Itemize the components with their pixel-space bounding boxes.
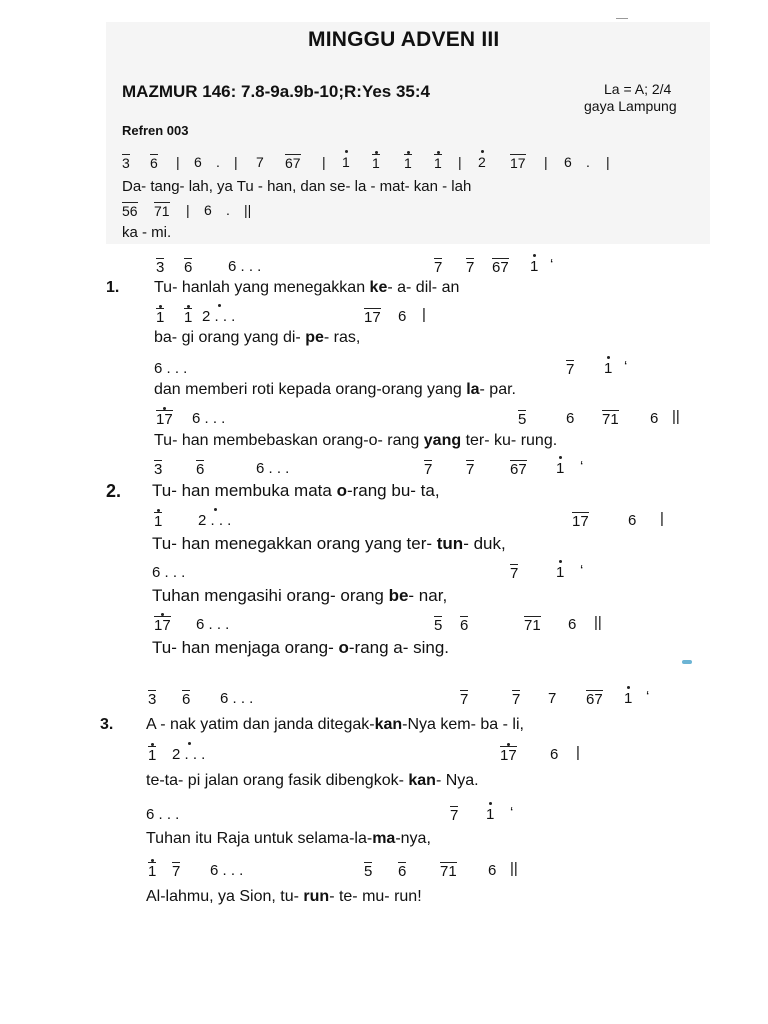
note: 6 bbox=[488, 862, 497, 879]
lyric-stress: o bbox=[338, 638, 349, 657]
verse1-lyric-4 bbox=[154, 432, 557, 450]
refrain-sheet bbox=[106, 22, 710, 244]
lyric-text: Tuhan mengasihi orang- orang bbox=[152, 586, 389, 605]
note: 1 bbox=[556, 564, 565, 581]
note: 1 bbox=[372, 155, 380, 171]
music-style: gaya Lampung bbox=[584, 98, 677, 114]
note: 17 bbox=[510, 155, 526, 171]
note: 5 bbox=[518, 411, 527, 428]
note: 1 bbox=[148, 747, 157, 764]
note: 7 bbox=[434, 259, 443, 276]
double-bar-line: || bbox=[510, 860, 518, 877]
note: 1 bbox=[530, 258, 539, 275]
note: 67 bbox=[510, 461, 527, 478]
note: 2 . . . bbox=[172, 746, 206, 763]
lyric-stress: kan bbox=[374, 716, 403, 733]
note: 1 bbox=[434, 155, 442, 171]
note: 7 bbox=[172, 863, 181, 880]
double-bar-line: || bbox=[244, 202, 252, 218]
lyric-text: A - nak yatim dan janda ditegak- bbox=[146, 716, 375, 733]
verse-number: 1. bbox=[106, 279, 120, 296]
note: 7 bbox=[424, 461, 433, 478]
lyric-text: Tu- hanlah yang menegakkan bbox=[154, 279, 370, 296]
note: 7 bbox=[256, 154, 264, 170]
key-signature: La = A; 2/4 bbox=[604, 81, 672, 97]
note: 1 bbox=[156, 309, 165, 326]
note: 6 . . . bbox=[220, 690, 254, 707]
note: 67 bbox=[586, 691, 603, 708]
note: 1 bbox=[556, 460, 565, 477]
note: 1 bbox=[184, 309, 193, 326]
note: 7 bbox=[460, 691, 469, 708]
verse3-lyric-1 bbox=[146, 716, 524, 734]
page-title: MINGGU ADVEN III bbox=[308, 28, 500, 51]
bar-line: | bbox=[458, 154, 462, 170]
note: 1 bbox=[154, 513, 163, 530]
note: 56 bbox=[122, 203, 138, 219]
note: 2 . . . bbox=[202, 308, 236, 325]
verse3-lyric-2 bbox=[146, 772, 479, 790]
bar-line: | bbox=[576, 744, 580, 761]
bar-line: | bbox=[186, 202, 190, 218]
lyric-text: Tuhan itu Raja untuk selama-la- bbox=[146, 830, 373, 847]
lyric-stress: ke bbox=[369, 279, 388, 296]
breath-mark: ‘ bbox=[580, 458, 584, 475]
lyric-text: - a- dil- an bbox=[387, 279, 460, 296]
lyric-text: -rang a- sing. bbox=[348, 638, 450, 657]
note: 7 bbox=[512, 691, 521, 708]
lyric-text: - ras, bbox=[323, 329, 361, 346]
lyric-text: te-ta- pi jalan orang fasik dibengkok- bbox=[146, 772, 409, 789]
note: 6 bbox=[184, 259, 193, 276]
note: 6 bbox=[550, 746, 559, 763]
note: 6 bbox=[460, 617, 469, 634]
note: 6 bbox=[204, 202, 212, 218]
lyric-stress: be bbox=[388, 586, 409, 605]
note: 6 . . . bbox=[154, 360, 188, 377]
verse2-lyric-1 bbox=[152, 481, 440, 501]
note-dot: . bbox=[586, 154, 590, 170]
breath-mark: ‘ bbox=[580, 562, 584, 579]
note: 2 . . . bbox=[198, 512, 232, 529]
bar-line: | bbox=[422, 306, 426, 323]
note: 6 bbox=[182, 691, 191, 708]
lyric-text: -nya, bbox=[395, 830, 431, 847]
note: 7 bbox=[466, 461, 475, 478]
breath-mark: ‘ bbox=[550, 256, 554, 273]
bar-line: | bbox=[322, 154, 326, 170]
lyric-stress: la bbox=[466, 381, 480, 398]
lyric-stress: ma bbox=[372, 830, 396, 847]
refrain-lyrics-2: ka - mi. bbox=[122, 224, 172, 241]
breath-mark: ‘ bbox=[510, 804, 514, 821]
note: 17 bbox=[500, 747, 517, 764]
verse3-lyric-4 bbox=[146, 888, 422, 906]
note: 6 bbox=[564, 154, 572, 170]
note: 7 bbox=[566, 361, 575, 378]
note: 1 bbox=[486, 806, 495, 823]
lyric-text: Tu- han menjaga orang- bbox=[152, 638, 339, 657]
note: 6 . . . bbox=[192, 410, 226, 427]
lyric-text: Tu- han menegakkan orang yang ter- bbox=[152, 534, 437, 553]
lyric-text: - Nya. bbox=[435, 772, 479, 789]
note: 6 bbox=[628, 512, 637, 529]
lyric-text: - nar, bbox=[408, 586, 448, 605]
lyric-stress: o bbox=[336, 481, 347, 500]
breath-mark: ‘ bbox=[646, 688, 650, 705]
note: 7 bbox=[450, 807, 459, 824]
note: 6 bbox=[568, 616, 577, 633]
note: 6 bbox=[398, 863, 407, 880]
note: 17 bbox=[364, 309, 381, 326]
note: 71 bbox=[440, 863, 457, 880]
verse2-lyric-2 bbox=[152, 534, 506, 554]
verse-number: 2. bbox=[106, 481, 122, 501]
note-dot: . bbox=[226, 202, 230, 218]
note: 71 bbox=[154, 203, 170, 219]
note: 6 bbox=[650, 410, 659, 427]
lyric-text: - te- mu- run! bbox=[329, 888, 422, 905]
note: 5 bbox=[434, 617, 443, 634]
note: 3 bbox=[156, 259, 165, 276]
note: 17 bbox=[572, 513, 589, 530]
note: 5 bbox=[364, 863, 373, 880]
note: 71 bbox=[602, 411, 619, 428]
refrain-lyrics-1: Da- tang- lah, ya Tu - han, dan se- la - mat- kan - lah bbox=[122, 178, 472, 195]
verse3-lyric-3 bbox=[146, 830, 431, 848]
note: 7 bbox=[548, 690, 557, 707]
lyric-text: Tu- han membuka mata bbox=[152, 481, 337, 500]
lyric-text: dan memberi roti kepada orang-orang yang bbox=[154, 381, 467, 398]
refrain-label: Refren 003 bbox=[122, 123, 189, 138]
scan-mark bbox=[616, 18, 628, 23]
verse1-lyric-2 bbox=[154, 329, 360, 347]
lyric-text: ba- gi orang yang di- bbox=[154, 329, 306, 346]
lyric-text: - par. bbox=[479, 381, 516, 398]
bar-line: | bbox=[606, 154, 610, 170]
note: 6 . . . bbox=[228, 258, 262, 275]
lyric-text: Al-lahmu, ya Sion, tu- bbox=[146, 888, 304, 905]
lyric-text: - duk, bbox=[463, 534, 506, 553]
note: 2 bbox=[478, 154, 486, 170]
note: 7 bbox=[466, 259, 475, 276]
note-dot: . bbox=[216, 154, 220, 170]
note: 1 bbox=[148, 863, 157, 880]
note: 6 bbox=[194, 154, 202, 170]
bar-line: | bbox=[660, 510, 664, 527]
note: 71 bbox=[524, 617, 541, 634]
lyric-text: ter- ku- rung. bbox=[461, 432, 558, 449]
double-bar-line: || bbox=[594, 614, 602, 631]
verse1-lyric-3 bbox=[154, 381, 516, 399]
double-bar-line: || bbox=[672, 408, 680, 425]
note: 6 bbox=[566, 410, 575, 427]
lyric-stress: run bbox=[303, 888, 330, 905]
note: 67 bbox=[492, 259, 509, 276]
verse1-lyric-1 bbox=[154, 279, 459, 297]
lyric-text: -Nya kem- ba - li, bbox=[402, 716, 524, 733]
verse2-lyric-3 bbox=[152, 586, 447, 606]
lyric-stress: pe bbox=[305, 329, 324, 346]
note: 6 bbox=[150, 155, 158, 171]
note: 1 bbox=[624, 690, 633, 707]
note: 7 bbox=[510, 565, 519, 582]
breath-mark: ‘ bbox=[624, 358, 628, 375]
note: 6 . . . bbox=[146, 806, 180, 823]
note: 6 . . . bbox=[256, 460, 290, 477]
note: 17 bbox=[154, 617, 171, 634]
note: 1 bbox=[342, 154, 350, 170]
lyric-text: Tu- han membebaskan orang-o- rang bbox=[154, 432, 424, 449]
bar-line: | bbox=[234, 154, 238, 170]
bar-line: | bbox=[544, 154, 548, 170]
note: 1 bbox=[404, 155, 412, 171]
psalm-reference: MAZMUR 146: 7.8-9a.9b-10;R:Yes 35:4 bbox=[122, 82, 431, 101]
note: 6 . . . bbox=[210, 862, 244, 879]
note: 3 bbox=[148, 691, 157, 708]
note: 67 bbox=[285, 155, 301, 171]
note: 6 . . . bbox=[196, 616, 230, 633]
scan-speck bbox=[682, 660, 692, 664]
lyric-text: -rang bu- ta, bbox=[346, 481, 440, 500]
note: 1 bbox=[604, 360, 613, 377]
lyric-stress: tun bbox=[436, 534, 464, 553]
verse-number: 3. bbox=[100, 716, 114, 733]
note: 3 bbox=[154, 461, 163, 478]
lyric-stress: kan bbox=[408, 772, 436, 789]
bar-line: | bbox=[176, 154, 180, 170]
note: 6 bbox=[196, 461, 205, 478]
note: 6 bbox=[398, 308, 407, 325]
lyric-stress: yang bbox=[423, 432, 462, 449]
note: 17 bbox=[156, 411, 173, 428]
note: 3 bbox=[122, 155, 130, 171]
note: 6 . . . bbox=[152, 564, 186, 581]
verse2-lyric-4 bbox=[152, 638, 449, 658]
